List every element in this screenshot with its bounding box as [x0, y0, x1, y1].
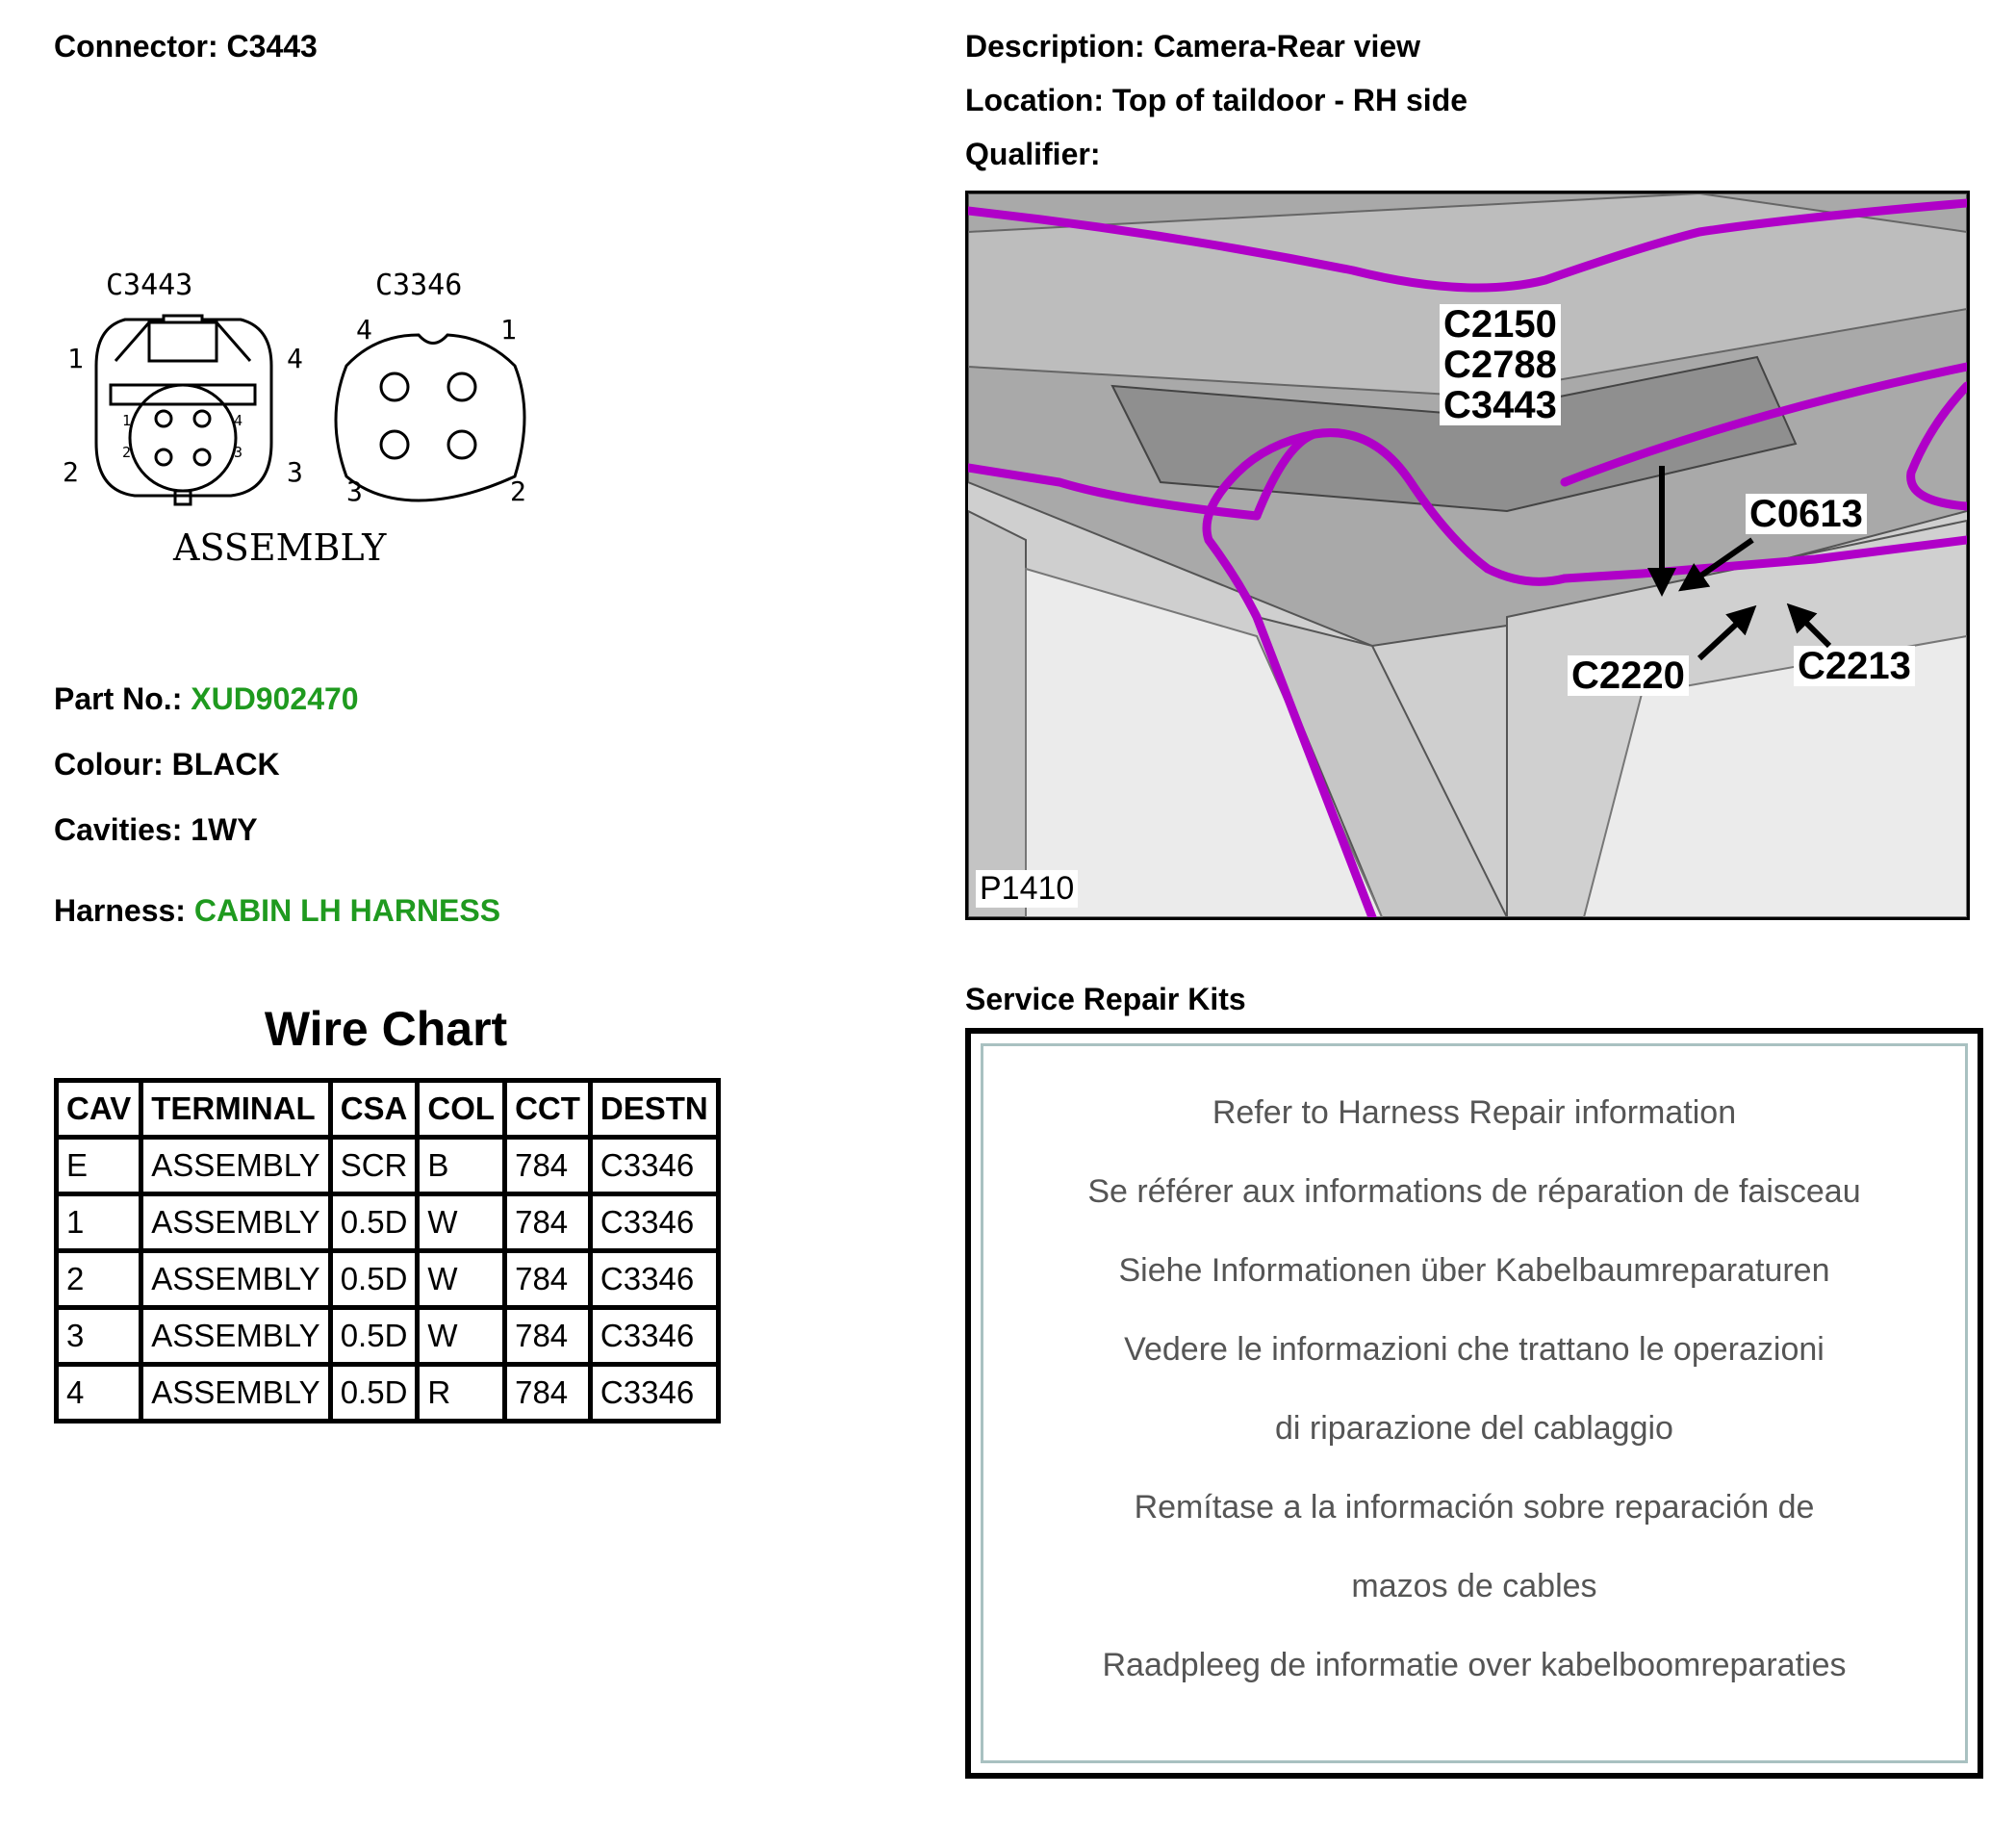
left-inner-pin-4: 4	[234, 412, 243, 429]
header-destn: DESTN	[590, 1081, 718, 1138]
cell-col: B	[418, 1138, 505, 1194]
description-value: Camera-Rear view	[1153, 29, 1421, 64]
service-repair-kits-inner	[981, 1043, 1968, 1763]
cell-col: R	[418, 1365, 505, 1422]
header-cct: CCT	[505, 1081, 591, 1138]
part-no-value[interactable]: XUD902470	[191, 681, 359, 716]
callout-c2150: C2150	[1443, 303, 1557, 346]
cell-col: W	[418, 1251, 505, 1308]
cell-destn: C3346	[590, 1365, 718, 1422]
cell-cav: 4	[57, 1365, 141, 1422]
callout-arrows	[968, 193, 1967, 917]
cell-terminal: ASSEMBLY	[141, 1194, 330, 1251]
location-label: Location:	[965, 83, 1104, 117]
table-row	[57, 1194, 719, 1251]
kit-line-fr: Se référer aux informations de réparation de faisceau	[1087, 1173, 1861, 1210]
harness-value[interactable]: CABIN LH HARNESS	[193, 893, 501, 928]
kit-line-de: Siehe Informationen über Kabelbaumreparaturen	[1118, 1252, 1830, 1289]
header-col: COL	[418, 1081, 505, 1138]
photo-id: P1410	[976, 870, 1078, 908]
location-illustration	[965, 191, 1970, 920]
connector-value: C3443	[226, 29, 318, 64]
header-csa: CSA	[330, 1081, 418, 1138]
colour-value: BLACK	[171, 747, 280, 782]
cell-csa: 0.5D	[330, 1365, 418, 1422]
cell-destn: C3346	[590, 1308, 718, 1365]
cell-cct: 784	[505, 1365, 591, 1422]
left-connector-name: C3443	[106, 269, 193, 302]
right-connector-name: C3346	[375, 269, 463, 302]
cavities-label: Cavities:	[54, 812, 183, 847]
callout-c2220: C2220	[1568, 655, 1689, 696]
wire-chart-header-row	[57, 1081, 719, 1138]
part-no-label: Part No.:	[54, 681, 183, 716]
cell-terminal: ASSEMBLY	[141, 1308, 330, 1365]
c3443-face	[96, 316, 271, 504]
wire-chart-table	[54, 1078, 721, 1423]
kit-line-es-2: mazos de cables	[1351, 1568, 1597, 1604]
cell-csa: 0.5D	[330, 1251, 418, 1308]
cell-cct: 784	[505, 1251, 591, 1308]
location-field	[965, 85, 1467, 115]
cell-cav: E	[57, 1138, 141, 1194]
kit-line-it-2: di riparazione del cablaggio	[1275, 1410, 1673, 1447]
cell-cct: 784	[505, 1194, 591, 1251]
qualifier-field	[965, 139, 1100, 169]
cell-terminal: ASSEMBLY	[141, 1251, 330, 1308]
cell-cav: 3	[57, 1308, 141, 1365]
table-row	[57, 1138, 719, 1194]
part-no-field	[54, 683, 359, 714]
table-row	[57, 1365, 719, 1422]
left-pin-4: 4	[287, 343, 303, 374]
connector-pinout-diagram	[58, 260, 558, 577]
cell-col: W	[418, 1194, 505, 1251]
left-inner-pin-2: 2	[122, 444, 132, 461]
right-pin-4: 4	[356, 314, 372, 346]
cell-csa: 0.5D	[330, 1308, 418, 1365]
left-inner-pin-3: 3	[234, 444, 243, 461]
kit-line-es-1: Remítase a la información sobre reparación de	[1134, 1489, 1815, 1526]
pinout-caption: ASSEMBLY	[173, 526, 387, 569]
callout-c2213: C2213	[1794, 646, 1915, 686]
table-row	[57, 1251, 719, 1308]
left-pin-3: 3	[287, 456, 303, 488]
right-pin-3: 3	[346, 475, 363, 507]
cavities-field	[54, 814, 258, 845]
right-pin-2: 2	[510, 475, 526, 507]
cell-col: W	[418, 1308, 505, 1365]
callout-c0613: C0613	[1746, 494, 1867, 534]
callout-c2788: C2788	[1443, 344, 1557, 386]
left-pin-1: 1	[67, 343, 84, 374]
colour-field	[54, 749, 280, 780]
cell-terminal: ASSEMBLY	[141, 1365, 330, 1422]
kit-line-it-1: Vedere le informazioni che trattano le operazioni	[1124, 1331, 1825, 1368]
cell-cct: 784	[505, 1308, 591, 1365]
callout-c3443: C3443	[1443, 384, 1557, 426]
left-pin-2: 2	[63, 456, 79, 488]
description-field	[965, 31, 1420, 62]
wire-chart-title: Wire Chart	[264, 1002, 508, 1056]
header-cav: CAV	[57, 1081, 141, 1138]
location-value: Top of taildoor - RH side	[1111, 83, 1468, 117]
kit-line-nl: Raadpleeg de informatie over kabelboomreparaties	[1102, 1647, 1847, 1683]
connector-field	[54, 31, 318, 62]
cell-destn: C3346	[590, 1194, 718, 1251]
table-row	[57, 1308, 719, 1365]
connector-label: Connector:	[54, 29, 218, 64]
kit-line-en: Refer to Harness Repair information	[1212, 1094, 1737, 1131]
header-terminal: TERMINAL	[141, 1081, 330, 1138]
right-pin-1: 1	[500, 314, 517, 346]
cell-destn: C3346	[590, 1138, 718, 1194]
cell-cav: 1	[57, 1194, 141, 1251]
cell-cav: 2	[57, 1251, 141, 1308]
cavities-value: 1WY	[191, 812, 258, 847]
harness-field	[54, 895, 500, 926]
qualifier-label: Qualifier:	[965, 137, 1101, 171]
cell-csa: 0.5D	[330, 1194, 418, 1251]
cell-csa: SCR	[330, 1138, 418, 1194]
service-repair-kits-box	[965, 1028, 1983, 1779]
cell-destn: C3346	[590, 1251, 718, 1308]
cell-cct: 784	[505, 1138, 591, 1194]
colour-label: Colour:	[54, 747, 164, 782]
description-label: Description:	[965, 29, 1145, 64]
service-repair-kits-title: Service Repair Kits	[965, 982, 1246, 1016]
harness-label: Harness:	[54, 893, 186, 928]
c3346-face	[336, 335, 524, 500]
left-inner-pin-1: 1	[122, 412, 132, 429]
cell-terminal: ASSEMBLY	[141, 1138, 330, 1194]
